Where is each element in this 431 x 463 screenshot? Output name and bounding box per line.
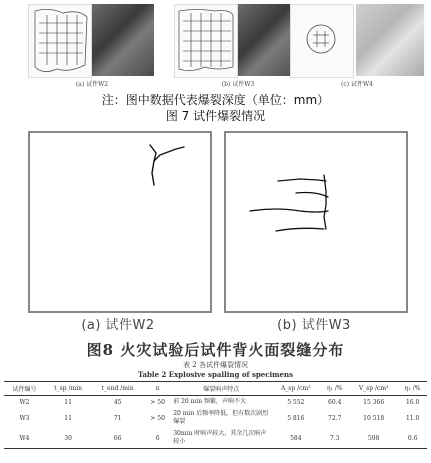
table-cell: 0.6 [398, 428, 427, 449]
figure8-caption: 图8 火灾试验后试件背火面裂缝分布 [86, 341, 345, 359]
table-cell: > 50 [150, 414, 165, 422]
table-cell: W4 [4, 428, 45, 449]
table-cell: 72.7 [328, 414, 342, 422]
table-cell: 前 20 min 频繁，声响不大 [173, 398, 247, 405]
table-cell: 20 min 后频率降低，但有数次剧烈爆裂 [173, 410, 269, 425]
table-cell: 598 [349, 428, 398, 449]
figure8-label-w2: (a) 试件W2 [81, 318, 155, 333]
figure8-label-w3: (b) 试件W3 [277, 318, 351, 333]
table-cell: 30min 时响声较大，其余几次响声较小 [171, 428, 271, 449]
table-cell: 11 [64, 414, 72, 422]
table-cell: 66 [91, 428, 144, 449]
table-cell: 71 [113, 414, 122, 422]
table-header-row [4, 382, 427, 396]
figure7-label-w2: (a) 试件W2 [75, 81, 109, 88]
table-cell: 45 [113, 398, 122, 406]
spalling-sketch-w3 [174, 4, 238, 78]
spalling-table [4, 381, 427, 449]
table-cell: W3 [19, 414, 30, 422]
table-cell: W2 [19, 398, 30, 406]
figure7-note: 注：图中数据代表爆裂深度（单位：mm） [101, 93, 330, 107]
spalling-sketch-w4 [290, 4, 354, 78]
table-cell: 7.3 [320, 428, 349, 449]
figure7-panel-w3 [174, 4, 302, 88]
table-cell: 10 518 [363, 414, 385, 422]
crack-diagram-w2 [28, 131, 212, 313]
table-cell: 584 [271, 428, 320, 449]
table-cell: 5 816 [287, 414, 305, 422]
figure7-label-w4: (c) 试件W4 [341, 81, 373, 88]
table-cell: 11 [64, 398, 72, 406]
table-row [4, 428, 427, 449]
spalling-sketch-w2 [28, 4, 92, 78]
table-cell: 16.0 [405, 398, 420, 406]
col-header-tend: t_end /min [91, 382, 144, 396]
figure-7 [28, 4, 424, 88]
table-row [4, 396, 427, 409]
crack-diagram-w3 [224, 131, 408, 313]
figure7-caption: 图 7 试件爆裂情况 [165, 109, 266, 123]
col-header-eta2: η₂ /% [398, 382, 427, 396]
figure7-panel-w2 [28, 4, 156, 88]
table2-caption-cn: 表 2 各试件爆裂情况 [183, 361, 248, 369]
figure7-panel-w4 [290, 4, 424, 88]
table-cell: 5 552 [287, 398, 305, 406]
col-header-vsp: V_sp /cm³ [349, 382, 398, 396]
col-header-asp: A_sp /cm² [271, 382, 320, 396]
spalling-photo-w2 [92, 4, 154, 76]
col-header-specimen: 试件编号 [4, 382, 45, 396]
table-cell: 11.0 [405, 414, 420, 422]
col-header-sound: 爆裂响声特点 [171, 382, 271, 396]
col-header-n: n [144, 382, 171, 396]
table-cell: > 50 [150, 398, 165, 406]
table-row [4, 408, 427, 428]
figure7-label-w3: (b) 试件W3 [221, 81, 255, 88]
table-cell: 15 366 [363, 398, 385, 406]
table-cell: 60.4 [328, 398, 342, 406]
col-header-tsp: t_sp /min [45, 382, 91, 396]
spalling-photo-w4 [356, 4, 424, 76]
table2-caption-en: Table 2 Explosive spalling of specimens [137, 370, 294, 379]
col-header-eta1: η₁ /% [320, 382, 349, 396]
table-cell: 30 [45, 428, 91, 449]
table-cell: 6 [144, 428, 171, 449]
